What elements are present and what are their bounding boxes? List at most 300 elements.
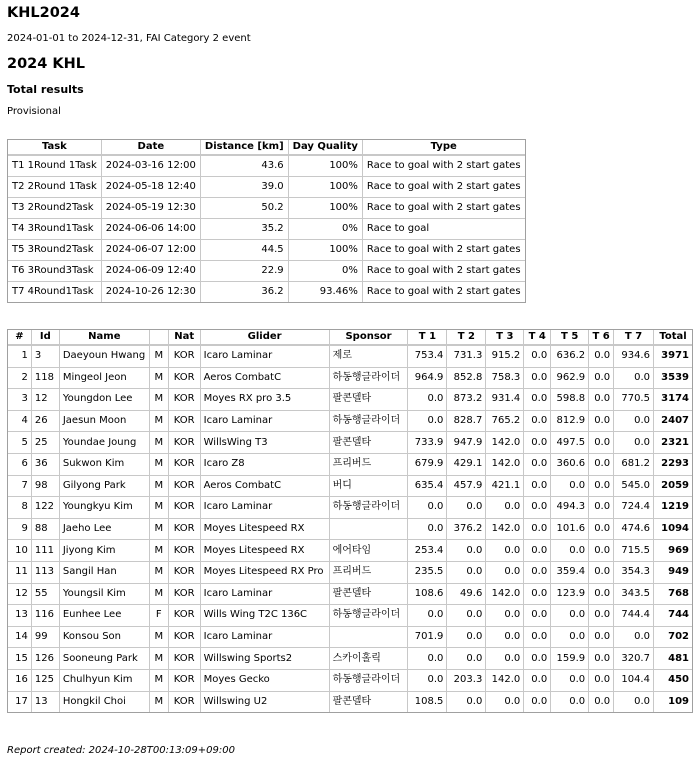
- pilot-sponsor: 하동행글라이더: [330, 497, 409, 519]
- score-t2: 0.0: [447, 540, 486, 562]
- score-t4: 0.0: [524, 476, 551, 498]
- pilot-glider: Icaro Laminar: [201, 411, 330, 433]
- task-date: 2024-03-16 12:00: [102, 156, 201, 177]
- score-t2: 731.3: [447, 346, 486, 368]
- task-date: 2024-06-07 12:00: [102, 240, 201, 261]
- score-t1: 701.9: [408, 627, 447, 649]
- score-t1: 253.4: [408, 540, 447, 562]
- score-t6: 0.0: [589, 670, 614, 692]
- task-table: [7, 139, 526, 303]
- score-t4: 0.0: [524, 670, 551, 692]
- score-t7: 545.0: [614, 476, 654, 498]
- task-day-quality: 100%: [289, 240, 363, 261]
- pilot-glider: Icaro Laminar: [201, 627, 330, 649]
- score-t6: 0.0: [589, 389, 614, 411]
- pilot-nationality: KOR: [169, 432, 201, 454]
- pilot-sex: M: [150, 627, 169, 649]
- score-t5: 0.0: [551, 692, 589, 713]
- score-t4: 0.0: [524, 454, 551, 476]
- pilot-glider: Icaro Laminar: [201, 584, 330, 606]
- score-t3: 0.0: [486, 627, 524, 649]
- score-total: 3971: [654, 346, 692, 368]
- pilot-name: Konsou Son: [60, 627, 150, 649]
- score-total: 2059: [654, 476, 692, 498]
- pilot-id: 125: [32, 670, 60, 692]
- task-type: Race to goal with 2 start gates: [363, 240, 525, 261]
- results-table-header: [8, 330, 692, 346]
- report-created: Report created: 2024-10-28T00:13:09+09:00: [7, 745, 235, 756]
- score-total: 3174: [654, 389, 692, 411]
- score-total: 1094: [654, 519, 692, 541]
- score-t2: 947.9: [447, 432, 486, 454]
- col-t7: T 7: [614, 330, 654, 346]
- task-day-quality: 93.46%: [289, 282, 363, 302]
- pilot-rank: 12: [8, 584, 32, 606]
- score-t4: 0.0: [524, 368, 551, 390]
- pilot-sponsor: 프리버드: [330, 454, 409, 476]
- pilot-rank: 6: [8, 454, 32, 476]
- pilot-sponsor: 스카이홀릭: [330, 648, 409, 670]
- score-t6: 0.0: [589, 605, 614, 627]
- score-t7: 474.6: [614, 519, 654, 541]
- score-t7: 724.4: [614, 497, 654, 519]
- pilot-nationality: KOR: [169, 562, 201, 584]
- score-t5: 101.6: [551, 519, 589, 541]
- score-t2: 828.7: [447, 411, 486, 433]
- pilot-id: 113: [32, 562, 60, 584]
- pilot-rank: 13: [8, 605, 32, 627]
- pilot-nationality: KOR: [169, 540, 201, 562]
- event-title: KHL2024: [7, 5, 80, 21]
- pilot-name: Sangil Han: [60, 562, 150, 584]
- pilot-id: 25: [32, 432, 60, 454]
- score-t7: 934.6: [614, 346, 654, 368]
- pilot-sex: M: [150, 432, 169, 454]
- pilot-sex: M: [150, 519, 169, 541]
- pilot-glider: Moyes Litespeed RX Pro: [201, 562, 330, 584]
- pilot-name: Youngsil Kim: [60, 584, 150, 606]
- pilot-glider: Willswing Sports2: [201, 648, 330, 670]
- score-total: 2321: [654, 432, 692, 454]
- score-t6: 0.0: [589, 519, 614, 541]
- score-t5: 0.0: [551, 605, 589, 627]
- pilot-glider: WillsWing T3: [201, 432, 330, 454]
- score-t6: 0.0: [589, 432, 614, 454]
- score-t7: 354.3: [614, 562, 654, 584]
- pilot-nationality: KOR: [169, 454, 201, 476]
- task-row: [8, 156, 525, 177]
- score-total: 969: [654, 540, 692, 562]
- score-t2: 376.2: [447, 519, 486, 541]
- col-t4: T 4: [524, 330, 551, 346]
- task-date: 2024-05-18 12:40: [102, 177, 201, 198]
- score-t7: 744.4: [614, 605, 654, 627]
- pilot-sex: M: [150, 389, 169, 411]
- pilot-id: 12: [32, 389, 60, 411]
- pilot-sex: M: [150, 584, 169, 606]
- score-t1: 235.5: [408, 562, 447, 584]
- score-t4: 0.0: [524, 692, 551, 713]
- score-t3: 0.0: [486, 540, 524, 562]
- score-t3: 758.3: [486, 368, 524, 390]
- score-t5: 598.8: [551, 389, 589, 411]
- score-t4: 0.0: [524, 584, 551, 606]
- results-row: [8, 346, 692, 368]
- score-t2: 49.6: [447, 584, 486, 606]
- results-row: [8, 389, 692, 411]
- pilot-sex: M: [150, 368, 169, 390]
- col-t3: T 3: [486, 330, 524, 346]
- pilot-glider: Icaro Z8: [201, 454, 330, 476]
- pilot-rank: 16: [8, 670, 32, 692]
- results-row: [8, 497, 692, 519]
- task-day-quality: 100%: [289, 156, 363, 177]
- pilot-sponsor: 에어타임: [330, 540, 409, 562]
- pilot-id: 88: [32, 519, 60, 541]
- score-total: 2407: [654, 411, 692, 433]
- pilot-rank: 2: [8, 368, 32, 390]
- results-row: [8, 454, 692, 476]
- score-t4: 0.0: [524, 519, 551, 541]
- task-row: [8, 261, 525, 282]
- pilot-name: Eunhee Lee: [60, 605, 150, 627]
- task-distance: 39.0: [201, 177, 289, 198]
- score-total: 702: [654, 627, 692, 649]
- col-type: Type: [363, 140, 525, 156]
- pilot-id: 98: [32, 476, 60, 498]
- pilot-sex: M: [150, 562, 169, 584]
- results-row: [8, 432, 692, 454]
- task-distance: 35.2: [201, 219, 289, 240]
- score-t7: 715.5: [614, 540, 654, 562]
- results-row: [8, 411, 692, 433]
- score-t1: 679.9: [408, 454, 447, 476]
- pilot-rank: 11: [8, 562, 32, 584]
- score-t2: 457.9: [447, 476, 486, 498]
- pilot-id: 55: [32, 584, 60, 606]
- task-name: T1 1Round 1Task: [8, 156, 102, 177]
- score-total: 768: [654, 584, 692, 606]
- pilot-rank: 1: [8, 346, 32, 368]
- pilot-id: 26: [32, 411, 60, 433]
- pilot-id: 118: [32, 368, 60, 390]
- score-t5: 359.4: [551, 562, 589, 584]
- score-t2: 873.2: [447, 389, 486, 411]
- task-type: Race to goal with 2 start gates: [366, 286, 521, 297]
- col-date: Date: [102, 140, 201, 156]
- results-table: [7, 329, 693, 713]
- pilot-glider: Icaro Laminar: [201, 497, 330, 519]
- pilot-sex: M: [150, 454, 169, 476]
- score-t3: 421.1: [486, 476, 524, 498]
- pilot-nationality: KOR: [169, 411, 201, 433]
- results-row: [8, 670, 692, 692]
- pilot-rank: 4: [8, 411, 32, 433]
- task-day-quality: 100%: [289, 198, 363, 219]
- score-t6: 0.0: [589, 584, 614, 606]
- score-t2: 429.1: [447, 454, 486, 476]
- results-row: [8, 562, 692, 584]
- pilot-sex: M: [150, 346, 169, 368]
- pilot-sex: M: [150, 692, 169, 713]
- task-distance: 36.2: [201, 282, 289, 302]
- pilot-sponsor: 하동행글라이더: [330, 411, 409, 433]
- score-t5: 962.9: [551, 368, 589, 390]
- pilot-glider: Aeros CombatC: [201, 368, 330, 390]
- score-t7: 0.0: [614, 627, 654, 649]
- task-day-quality: 0%: [289, 261, 363, 282]
- task-name: T7 4Round1Task: [8, 282, 102, 302]
- pilot-nationality: KOR: [169, 476, 201, 498]
- pilot-id: 122: [32, 497, 60, 519]
- pilot-name: Youngkyu Kim: [60, 497, 150, 519]
- score-t3: 142.0: [486, 670, 524, 692]
- pilot-glider: Wills Wing T2C 136C: [201, 605, 330, 627]
- score-total: 3539: [654, 368, 692, 390]
- pilot-sponsor: 팔콘델타: [330, 692, 409, 713]
- task-row: [8, 282, 525, 302]
- task-day-quality: 100%: [289, 177, 363, 198]
- score-t7: 343.5: [614, 584, 654, 606]
- score-t4: 0.0: [524, 432, 551, 454]
- score-t3: 142.0: [486, 584, 524, 606]
- score-t2: 852.8: [447, 368, 486, 390]
- pilot-glider: Icaro Laminar: [201, 346, 330, 368]
- score-t2: 0.0: [447, 497, 486, 519]
- results-row: [8, 368, 692, 390]
- score-t7: 0.0: [614, 432, 654, 454]
- score-t7: 0.0: [614, 692, 654, 713]
- pilot-sponsor: 제로: [330, 346, 409, 368]
- pilot-sex: M: [150, 411, 169, 433]
- score-t2: 0.0: [447, 562, 486, 584]
- score-t3: 0.0: [486, 605, 524, 627]
- score-t4: 0.0: [524, 540, 551, 562]
- score-t1: 635.4: [408, 476, 447, 498]
- pilot-nationality: KOR: [169, 627, 201, 649]
- task-distance: 22.9: [201, 261, 289, 282]
- score-t6: 0.0: [589, 540, 614, 562]
- pilot-nationality: KOR: [169, 497, 201, 519]
- pilot-glider: Moyes Litespeed RX: [201, 540, 330, 562]
- score-t6: 0.0: [589, 346, 614, 368]
- task-name: T2 2Round 1Task: [8, 177, 102, 198]
- pilot-glider: Willswing U2: [201, 692, 330, 713]
- score-t1: 964.9: [408, 368, 447, 390]
- pilot-sex: M: [150, 497, 169, 519]
- col-total: Total: [654, 330, 692, 346]
- task-row: [8, 240, 525, 261]
- results-row: [8, 476, 692, 498]
- pilot-sex: M: [150, 540, 169, 562]
- score-t5: 636.2: [551, 346, 589, 368]
- score-t3: 0.0: [486, 692, 524, 713]
- col-task: Task: [8, 140, 102, 156]
- score-t3: 0.0: [486, 497, 524, 519]
- pilot-sponsor: 하동행글라이더: [330, 368, 409, 390]
- pilot-name: Youndae Joung: [60, 432, 150, 454]
- results-row: [8, 692, 692, 713]
- score-total: 481: [654, 648, 692, 670]
- pilot-id: 116: [32, 605, 60, 627]
- score-t1: 0.0: [408, 411, 447, 433]
- score-t5: 494.3: [551, 497, 589, 519]
- task-type: Race to goal with 2 start gates: [363, 177, 525, 198]
- task-row: [8, 219, 525, 240]
- score-t1: 0.0: [408, 389, 447, 411]
- pilot-sponsor: 버디: [330, 476, 409, 498]
- score-t2: 0.0: [447, 605, 486, 627]
- pilot-rank: 14: [8, 627, 32, 649]
- pilot-name: Jaeho Lee: [60, 519, 150, 541]
- score-t2: 0.0: [447, 648, 486, 670]
- score-t3: 765.2: [486, 411, 524, 433]
- score-t6: 0.0: [589, 648, 614, 670]
- score-t5: 812.9: [551, 411, 589, 433]
- score-t7: 770.5: [614, 389, 654, 411]
- score-t7: 320.7: [614, 648, 654, 670]
- pilot-nationality: KOR: [169, 346, 201, 368]
- col-id: Id: [32, 330, 60, 346]
- task-date: 2024-10-26 12:30: [102, 282, 201, 302]
- col-nat: Nat: [169, 330, 201, 346]
- col-distance: Distance [km]: [201, 140, 289, 156]
- score-t1: 0.0: [408, 648, 447, 670]
- score-t3: 915.2: [486, 346, 524, 368]
- pilot-id: 111: [32, 540, 60, 562]
- pilot-nationality: KOR: [169, 519, 201, 541]
- pilot-sponsor: [330, 519, 409, 541]
- pilot-name: Hongkil Choi: [60, 692, 150, 713]
- score-total: 109: [668, 695, 689, 707]
- score-total: 744: [654, 605, 692, 627]
- task-name: T5 3Round2Task: [8, 240, 102, 261]
- competition-title: 2024 KHL: [7, 56, 86, 72]
- score-t5: 123.9: [551, 584, 589, 606]
- pilot-rank: 7: [8, 476, 32, 498]
- col-t5: T 5: [551, 330, 589, 346]
- col-t6: T 6: [589, 330, 614, 346]
- section-heading: Total results: [7, 83, 84, 96]
- score-t2: 0.0: [447, 692, 486, 713]
- score-t1: 0.0: [408, 605, 447, 627]
- task-type: Race to goal with 2 start gates: [363, 156, 525, 177]
- score-t4: 0.0: [524, 411, 551, 433]
- pilot-sex: F: [150, 605, 169, 627]
- pilot-glider: Moyes RX pro 3.5: [201, 389, 330, 411]
- col-sex: [150, 330, 169, 346]
- task-name: T6 3Round3Task: [8, 261, 102, 282]
- score-t7: 104.4: [614, 670, 654, 692]
- score-t6: 0.0: [589, 368, 614, 390]
- pilot-name: Youngdon Lee: [60, 389, 150, 411]
- score-t4: 0.0: [524, 497, 551, 519]
- score-t5: 0.0: [551, 627, 589, 649]
- col-glider: Glider: [201, 330, 330, 346]
- score-t5: 360.6: [551, 454, 589, 476]
- score-t3: 0.0: [486, 648, 524, 670]
- pilot-rank: 9: [8, 519, 32, 541]
- score-t1: 0.0: [408, 670, 447, 692]
- task-distance: 44.5: [201, 240, 289, 261]
- score-t6: 0.0: [589, 692, 614, 713]
- results-row: [8, 605, 692, 627]
- pilot-rank: 10: [8, 540, 32, 562]
- score-t1: 0.0: [408, 519, 447, 541]
- pilot-sex: M: [150, 648, 169, 670]
- score-t1: 0.0: [408, 497, 447, 519]
- task-name: T3 2Round2Task: [8, 198, 102, 219]
- pilot-nationality: KOR: [169, 368, 201, 390]
- score-t1: 108.6: [408, 584, 447, 606]
- pilot-rank: 15: [8, 648, 32, 670]
- score-t6: 0.0: [589, 476, 614, 498]
- pilot-rank: 17: [8, 692, 32, 713]
- score-t4: 0.0: [524, 389, 551, 411]
- score-total: 450: [654, 670, 692, 692]
- col-name: Name: [60, 330, 150, 346]
- col-t2: T 2: [447, 330, 486, 346]
- task-day-quality: 0%: [289, 219, 363, 240]
- pilot-glider: Moyes Gecko: [201, 670, 330, 692]
- pilot-nationality: KOR: [169, 670, 201, 692]
- pilot-id: 3: [32, 346, 60, 368]
- score-t3: 0.0: [486, 562, 524, 584]
- pilot-rank: 8: [8, 497, 32, 519]
- score-t6: 0.0: [589, 627, 614, 649]
- score-t3: 142.0: [486, 432, 524, 454]
- score-total: 1219: [654, 497, 692, 519]
- pilot-sex: M: [150, 476, 169, 498]
- score-t2: 203.3: [447, 670, 486, 692]
- score-t5: 159.9: [551, 648, 589, 670]
- score-total: 2293: [654, 454, 692, 476]
- col-sponsor: Sponsor: [330, 330, 409, 346]
- event-dates: 2024-01-01 to 2024-12-31, FAI Category 2 event: [7, 33, 251, 44]
- pilot-rank: 5: [8, 432, 32, 454]
- pilot-name: Sukwon Kim: [60, 454, 150, 476]
- task-distance: 50.2: [201, 198, 289, 219]
- pilot-nationality: KOR: [169, 692, 201, 713]
- task-type: Race to goal with 2 start gates: [363, 261, 525, 282]
- pilot-name: Jaesun Moon: [60, 411, 150, 433]
- score-t1: 753.4: [408, 346, 447, 368]
- pilot-name: Chulhyun Kim: [60, 670, 150, 692]
- col-day-quality: Day Quality: [289, 140, 363, 156]
- results-row: [8, 627, 692, 649]
- score-t6: 0.0: [589, 411, 614, 433]
- score-t1: 108.5: [408, 692, 447, 713]
- task-row: [8, 177, 525, 198]
- task-row: [8, 198, 525, 219]
- pilot-sponsor: 하동행글라이더: [330, 605, 409, 627]
- score-t7: 681.2: [614, 454, 654, 476]
- results-row: [8, 584, 692, 606]
- results-row: [8, 648, 692, 670]
- score-t3: 142.0: [486, 519, 524, 541]
- pilot-name: Sooneung Park: [60, 648, 150, 670]
- pilot-sponsor: 프리버드: [330, 562, 409, 584]
- pilot-nationality: KOR: [169, 605, 201, 627]
- score-t1: 733.9: [408, 432, 447, 454]
- pilot-id: 13: [32, 692, 60, 713]
- pilot-id: 99: [32, 627, 60, 649]
- task-date: 2024-06-06 14:00: [102, 219, 201, 240]
- task-name: T4 3Round1Task: [8, 219, 102, 240]
- score-t5: 497.5: [551, 432, 589, 454]
- task-table-header: [8, 140, 525, 156]
- pilot-id: 126: [32, 648, 60, 670]
